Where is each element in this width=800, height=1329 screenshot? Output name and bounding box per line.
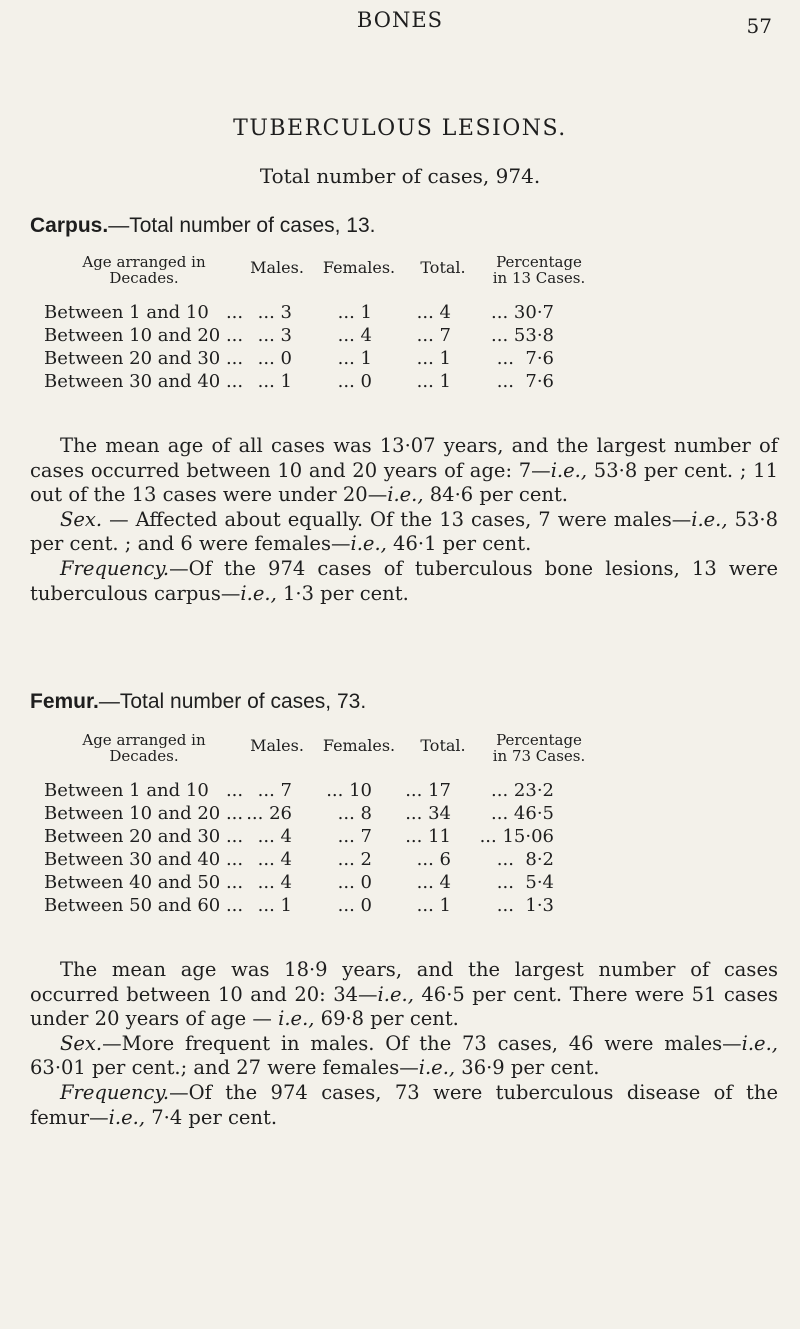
table-row bbox=[44, 325, 764, 348]
column-header-females: Females. bbox=[322, 736, 396, 755]
femur-sex-paragraph: Sex.—More frequent in males. Of the 73 cases, 46 were males—i.e., 63·01 per cent.; and 27 were females—i.e., 36·9 per cent. bbox=[30, 1031, 778, 1080]
column-header-age: Age arranged in Decades. bbox=[82, 731, 206, 765]
total-cell: ... 1 bbox=[416, 348, 451, 369]
femur-text bbox=[30, 958, 778, 1130]
total-cell: ... 17 bbox=[405, 780, 451, 801]
carpus-heading-bone: Carpus. bbox=[30, 214, 109, 237]
males-cell: ... 1 bbox=[257, 371, 292, 392]
table-row bbox=[44, 780, 764, 803]
percentage-cell: ... 46·5 bbox=[491, 803, 554, 824]
males-cell: ... 3 bbox=[257, 325, 292, 346]
carpus-frequency-paragraph: Frequency.—Of the 974 cases of tuberculous bone lesions, 13 were tuberculous carpus—i.e., 1·3 per cent. bbox=[30, 556, 778, 605]
total-cell: ... 6 bbox=[416, 849, 451, 870]
table-row bbox=[44, 826, 764, 849]
column-header-percentage: Percentage in 73 Cases. bbox=[492, 731, 586, 765]
carpus-sex-paragraph: Sex. — Affected about equally. Of the 13 cases, 7 were males—i.e., 53·8 per cent. ; and 6 were females—i.e., 46·1 per cent. bbox=[30, 507, 778, 556]
running-head: BONES bbox=[356, 8, 444, 32]
table-row bbox=[44, 803, 764, 826]
column-header-males: Males. bbox=[250, 258, 304, 277]
page-subtitle: Total number of cases, 974. bbox=[259, 164, 541, 188]
femur-heading-total: —Total number of cases, 73. bbox=[98, 690, 367, 713]
females-cell: ... 4 bbox=[337, 325, 372, 346]
page-number: 57 bbox=[746, 14, 772, 38]
percentage-cell: ... 23·2 bbox=[491, 780, 554, 801]
row-label: Between 10 and 20 ... bbox=[44, 325, 244, 346]
femur-mean-age-paragraph: The mean age was 18·9 years, and the largest number of cases occurred between 10 and 20: 34—i.e., 46·5 per cent. There were 51 cases under 20 years of age — i.e., 69·8 per cent. bbox=[30, 958, 778, 1031]
table-row bbox=[44, 872, 764, 895]
males-cell: ... 7 bbox=[257, 780, 292, 801]
females-cell: ... 10 bbox=[326, 780, 372, 801]
total-cell: ... 4 bbox=[416, 302, 451, 323]
row-label: Between 30 and 40 ... bbox=[44, 849, 244, 870]
females-cell: ... 1 bbox=[337, 348, 372, 369]
column-header-percentage: Percentage in 13 Cases. bbox=[492, 253, 586, 287]
column-header-age: Age arranged in Decades. bbox=[82, 253, 206, 287]
row-label: Between 50 and 60 ... bbox=[44, 895, 244, 916]
femur-table-body bbox=[44, 780, 764, 918]
females-cell: ... 0 bbox=[337, 371, 372, 392]
males-cell: ... 4 bbox=[257, 849, 292, 870]
carpus-heading-total: —Total number of cases, 13. bbox=[108, 214, 376, 237]
table-row bbox=[44, 371, 764, 394]
row-label: Between 30 and 40 ... bbox=[44, 371, 244, 392]
column-header-females: Females. bbox=[322, 258, 396, 277]
femur-heading-bone: Femur. bbox=[30, 690, 99, 713]
column-header-males: Males. bbox=[250, 736, 304, 755]
males-cell: ... 3 bbox=[257, 302, 292, 323]
percentage-cell: ... 8·2 bbox=[496, 849, 554, 870]
table-row bbox=[44, 348, 764, 371]
total-cell: ... 4 bbox=[416, 872, 451, 893]
page-title: TUBERCULOUS LESIONS. bbox=[233, 116, 567, 141]
row-label: Between 10 and 20 ... bbox=[44, 803, 244, 824]
females-cell: ... 2 bbox=[337, 849, 372, 870]
row-label: Between 20 and 30 ... bbox=[44, 348, 244, 369]
row-label: Between 20 and 30 ... bbox=[44, 826, 244, 847]
females-cell: ... 0 bbox=[337, 872, 372, 893]
total-cell: ... 1 bbox=[416, 895, 451, 916]
percentage-cell: ... 1·3 bbox=[496, 895, 554, 916]
total-cell: ... 7 bbox=[416, 325, 451, 346]
total-cell: ... 11 bbox=[405, 826, 451, 847]
percentage-cell: ... 53·8 bbox=[491, 325, 554, 346]
row-label: Between 40 and 50 ... bbox=[44, 872, 244, 893]
females-cell: ... 7 bbox=[337, 826, 372, 847]
column-header-total: Total. bbox=[420, 258, 466, 277]
femur-frequency-paragraph: Frequency.—Of the 974 cases, 73 were tuberculous disease of the femur—i.e., 7·4 per cent. bbox=[30, 1080, 778, 1129]
table-row bbox=[44, 895, 764, 918]
females-cell: ... 8 bbox=[337, 803, 372, 824]
males-cell: ... 4 bbox=[257, 872, 292, 893]
carpus-heading bbox=[30, 214, 376, 238]
carpus-mean-age-paragraph: The mean age of all cases was 13·07 years, and the largest number of cases occurred between 10 and 20 years of age: 7—i.e., 53·8 per cent. ; 11 out of the 13 cases were under 20—i.e., 84·6 per cent. bbox=[30, 434, 778, 507]
column-header-total: Total. bbox=[420, 736, 466, 755]
row-label: Between 1 and 10 ... bbox=[44, 780, 244, 801]
carpus-table-body bbox=[44, 302, 764, 394]
table-row bbox=[44, 302, 764, 325]
males-cell: ... 0 bbox=[257, 348, 292, 369]
percentage-cell: ... 5·4 bbox=[496, 872, 554, 893]
percentage-cell: ... 7·6 bbox=[496, 371, 554, 392]
percentage-cell: ... 7·6 bbox=[496, 348, 554, 369]
females-cell: ... 1 bbox=[337, 302, 372, 323]
row-label: Between 1 and 10 ... bbox=[44, 302, 244, 323]
carpus-text bbox=[30, 434, 778, 606]
males-cell: ... 26 bbox=[246, 803, 292, 824]
total-cell: ... 1 bbox=[416, 371, 451, 392]
females-cell: ... 0 bbox=[337, 895, 372, 916]
males-cell: ... 4 bbox=[257, 826, 292, 847]
total-cell: ... 34 bbox=[405, 803, 451, 824]
femur-heading bbox=[30, 690, 366, 714]
table-row bbox=[44, 849, 764, 872]
percentage-cell: ... 30·7 bbox=[491, 302, 554, 323]
percentage-cell: ... 15·06 bbox=[479, 826, 554, 847]
males-cell: ... 1 bbox=[257, 895, 292, 916]
